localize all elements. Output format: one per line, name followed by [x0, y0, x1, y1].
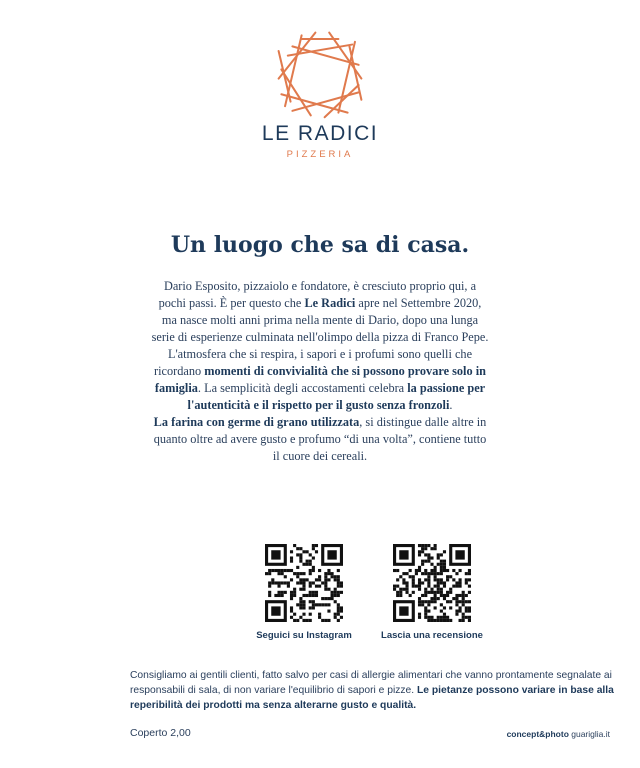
- highlight-text: La farina con germe di grano utilizzata: [153, 415, 360, 429]
- brand-name: LE RADICI: [261, 122, 379, 145]
- highlight-text: la passione per l'autenticità e il rispetto per il gusto senza fronzoli: [187, 381, 486, 412]
- allergy-notice: [130, 668, 620, 713]
- body-text: . La semplicità degli accostamenti celebra: [197, 381, 408, 395]
- body-text: Dario Esposito, pizzaiolo e fondatore, è cresciuto proprio qui, a pochi passi.: [158, 279, 477, 310]
- body-text: .: [449, 398, 453, 412]
- paragraph-atmosphere: [150, 346, 490, 414]
- body-text: apre nel Settembre 2020, ma nasce molti anni prima nella mente di Dario, dopo una lunga serie di esperienze culminata nell'olimpo della pizza di Franco Pepe.: [151, 296, 489, 344]
- body-text: È per questo che: [216, 296, 305, 310]
- page-title: Un luogo che sa di casa.: [170, 232, 470, 258]
- allergy-notice-text: Consigliamo ai gentili clienti, fatto salvo per casi di allergie alimentari che vanno prontamente segnalate ai responsabili di sala, di non variare l'equilibrio di sapori e pizze.: [130, 670, 612, 696]
- allergy-notice-bold: Le pietanze possono variare in base alla reperibilità dei prodotti ma senza alterarne gusto e qualità.: [130, 685, 614, 711]
- instagram-qr-code-icon[interactable]: [263, 544, 345, 622]
- credit-site: guariglia.it: [568, 729, 610, 739]
- cover-charge: Coperto 2,00: [130, 727, 191, 739]
- instagram-qr-label: Seguici su Instagram: [256, 630, 352, 641]
- le-radici-logo-icon: [274, 28, 366, 120]
- body-text: , si distingue dalle altre in quanto oltre ad avere gusto e profumo “di una volta”, contiene tutto il cuore dei cereali.: [153, 415, 487, 463]
- review-qr-label: Lascia una recensione: [381, 630, 483, 641]
- highlight-text: momenti di convivialità che si possono provare solo in famiglia: [154, 364, 486, 395]
- highlight-text: Le Radici: [304, 296, 356, 310]
- credit-line: [507, 729, 610, 739]
- brand-subtitle: PIZZERIA: [286, 149, 354, 160]
- credit-bold: concept&photo: [506, 729, 569, 739]
- paragraph-flour: [150, 414, 490, 465]
- review-qr-code-icon[interactable]: [391, 544, 473, 622]
- body-text: L'atmosfera che si respira, i sapori e i profumi sono quelli che ricordano: [154, 347, 473, 378]
- paragraph-intro: [150, 278, 490, 346]
